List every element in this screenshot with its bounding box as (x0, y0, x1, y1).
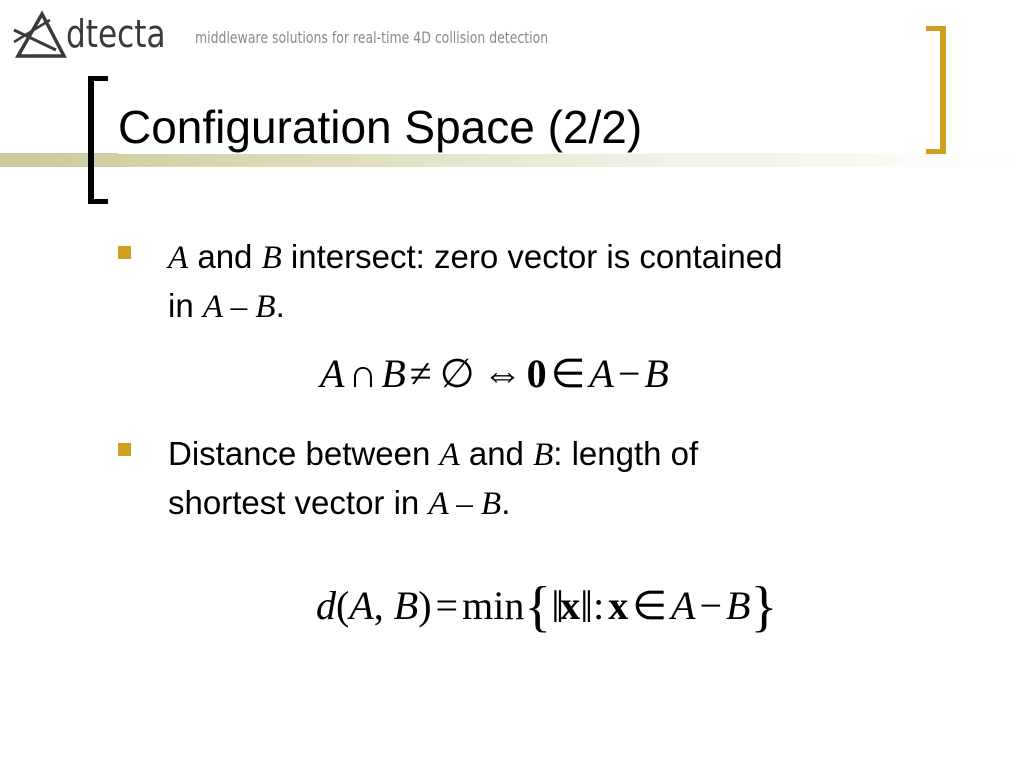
text: and (459, 435, 534, 472)
sym: x (560, 583, 581, 628)
bullet-line (168, 430, 698, 479)
text: and (188, 238, 262, 275)
title-band (0, 153, 1024, 167)
sym: ‖ (551, 581, 561, 632)
slide-title: Configuration Space (2/2) (118, 100, 650, 154)
sym: { (524, 576, 552, 638)
text: intersect: zero vector is contained (281, 238, 783, 275)
logo-mark-icon (12, 10, 68, 62)
bullet-line (168, 282, 783, 331)
sym: : (593, 583, 605, 628)
sym: − (699, 583, 723, 628)
sym: B (726, 583, 751, 628)
logo-wordmark: dtecta (66, 12, 166, 56)
sym: ∩ (348, 351, 378, 396)
text: Distance between (168, 435, 440, 472)
text: : length of (553, 435, 699, 472)
var-b: B (533, 437, 554, 473)
sym: A (671, 583, 696, 628)
sym: ) (418, 583, 432, 628)
sym: min (462, 583, 525, 628)
sym: } (750, 576, 778, 638)
expr-a-minus-b: A – B (202, 289, 276, 325)
formula-distance (316, 575, 777, 639)
sym: ∅ (439, 351, 475, 396)
sym: B (644, 351, 669, 396)
bullet-text (168, 430, 698, 528)
sym: ∈ (550, 351, 586, 396)
sym: A (589, 351, 614, 396)
text: in (168, 287, 203, 324)
sym: 0 (526, 351, 547, 396)
sym: ⇔ (482, 351, 523, 396)
text: shortest vector in (168, 484, 429, 521)
sym: = (435, 583, 459, 628)
left-bracket-decoration (86, 76, 112, 204)
bullet-line (168, 479, 698, 528)
sym: , (373, 583, 394, 628)
formula-intersection (320, 350, 669, 397)
sym: d (316, 583, 336, 628)
sym: − (617, 351, 641, 396)
bullet-square-icon (118, 443, 131, 456)
expr-a-minus-b: A – B (428, 486, 502, 522)
var-a: A (168, 240, 189, 276)
right-bracket-decoration (922, 26, 948, 154)
text: . (501, 484, 511, 521)
sym: ∈ (632, 583, 668, 628)
sym: ≠ (409, 351, 432, 396)
sym: B (381, 351, 406, 396)
sym: A (320, 351, 345, 396)
sym: A (349, 583, 374, 628)
var-a: A (439, 437, 460, 473)
bullet-square-icon (118, 246, 131, 259)
sym: x (608, 583, 629, 628)
sym: ‖ (580, 581, 590, 632)
slide-header (0, 0, 1024, 70)
bullet-text (168, 233, 783, 331)
tagline: middleware solutions for real-time 4D collision detection (195, 28, 549, 47)
bullet-line (168, 233, 783, 282)
var-b: B (261, 240, 282, 276)
text: . (275, 287, 285, 324)
sym: B (393, 583, 419, 628)
sym: ( (336, 583, 350, 628)
